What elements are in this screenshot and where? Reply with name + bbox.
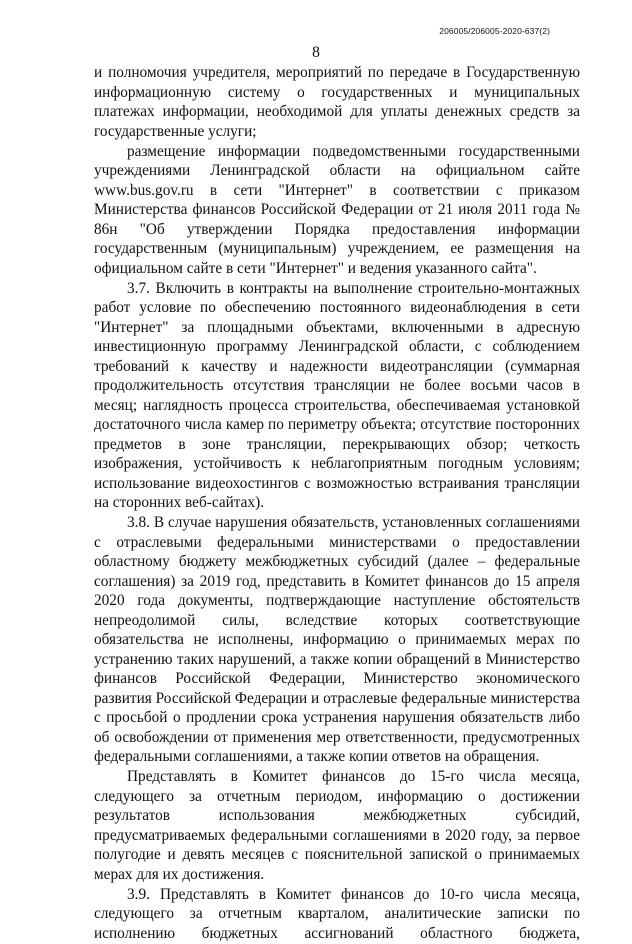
paragraph: Представлять в Комитет финансов до 15-го числа месяца, следующего за отчетным периодом, информацию о достижении результатов использования межбюджетных субсидий, предусматриваемых федеральными соглашениями в 2020 году, за первое полугодие и девять месяцев с пояснительной запиской о принимаемых мерах для их достижения.	[94, 768, 580, 883]
paragraph: 3.8. В случае нарушения обязательств, установленных соглашениями с отраслевыми федеральными министерствами о предоставлении областному бюджету межбюджетных субсидий (далее – федеральные соглашения) за 2019 год, представить в Комитет финансов до 15 апреля 2020 года документы, подтверждающие наступление обстоятельств непреодолимой силы, вследствие которых соответствующие обязательства не исполнены, информацию о принимаемых мерах по устранению таких нарушений, а также копии обращений в Министерство финансов Российской Федерации, Министерство экономического развития Российской Федерации и отраслевые федеральные министерства с просьбой о продлении срока устранения нарушения обязательств либо об освобождении от применения мер ответственности, предусмотренных федеральными соглашениями, а также копии ответов на обращения.	[94, 514, 580, 765]
document-id: 206005/206005-2020-637(2)	[439, 26, 550, 36]
page-number: 8	[312, 44, 320, 61]
paragraph: 3.7. Включить в контракты на выполнение строительно-монтажных работ условие по обеспечению постоянного видеонаблюдения в сети "Интернет" за площадными объектами, включенными в адресную инвестиционную программу Ленинградской области, с соблюдением требований к качеству и надежности видеотрансляции (суммарная продолжительность отсутствия трансляции не более восьми часов в месяц; наглядность процесса строительства, обеспечиваемая установкой достаточного числа камер по периметру объекта; отсутствие посторонних предметов в зоне трансляции, перекрывающих обзор; четкость изображения, устойчивость к неблагоприятным погодным условиям; использование видеохостингов с возможностью встраивания трансляции на сторонних веб-сайтах).	[94, 279, 580, 511]
body-text	[94, 63, 580, 944]
paragraph: 3.9. Представлять в Комитет финансов до 10-го числа месяца, следующего за отчетным кварталом, аналитические записки по исполнению бюджетных ассигнований областного бюджета,	[94, 885, 580, 942]
paragraph: размещение информации подведомственными государственными учреждениями Ленинградской области на официальном сайте www.bus.gov.ru в сети "Интернет" в соответствии с приказом Министерства финансов Российской Федерации от 21 июля 2011 года № 86н "Об утверждении Порядка предоставления информации государственным (муниципальным) учреждением, ее размещения на официальном сайте в сети "Интернет" и ведения указанного сайта".	[94, 142, 580, 277]
paragraph: и полномочия учредителя, мероприятий по передаче в Государственную информационную систему о государственных и муниципальных платежах информации, необходимой для уплаты денежных средств за государственные услуги;	[94, 64, 580, 140]
